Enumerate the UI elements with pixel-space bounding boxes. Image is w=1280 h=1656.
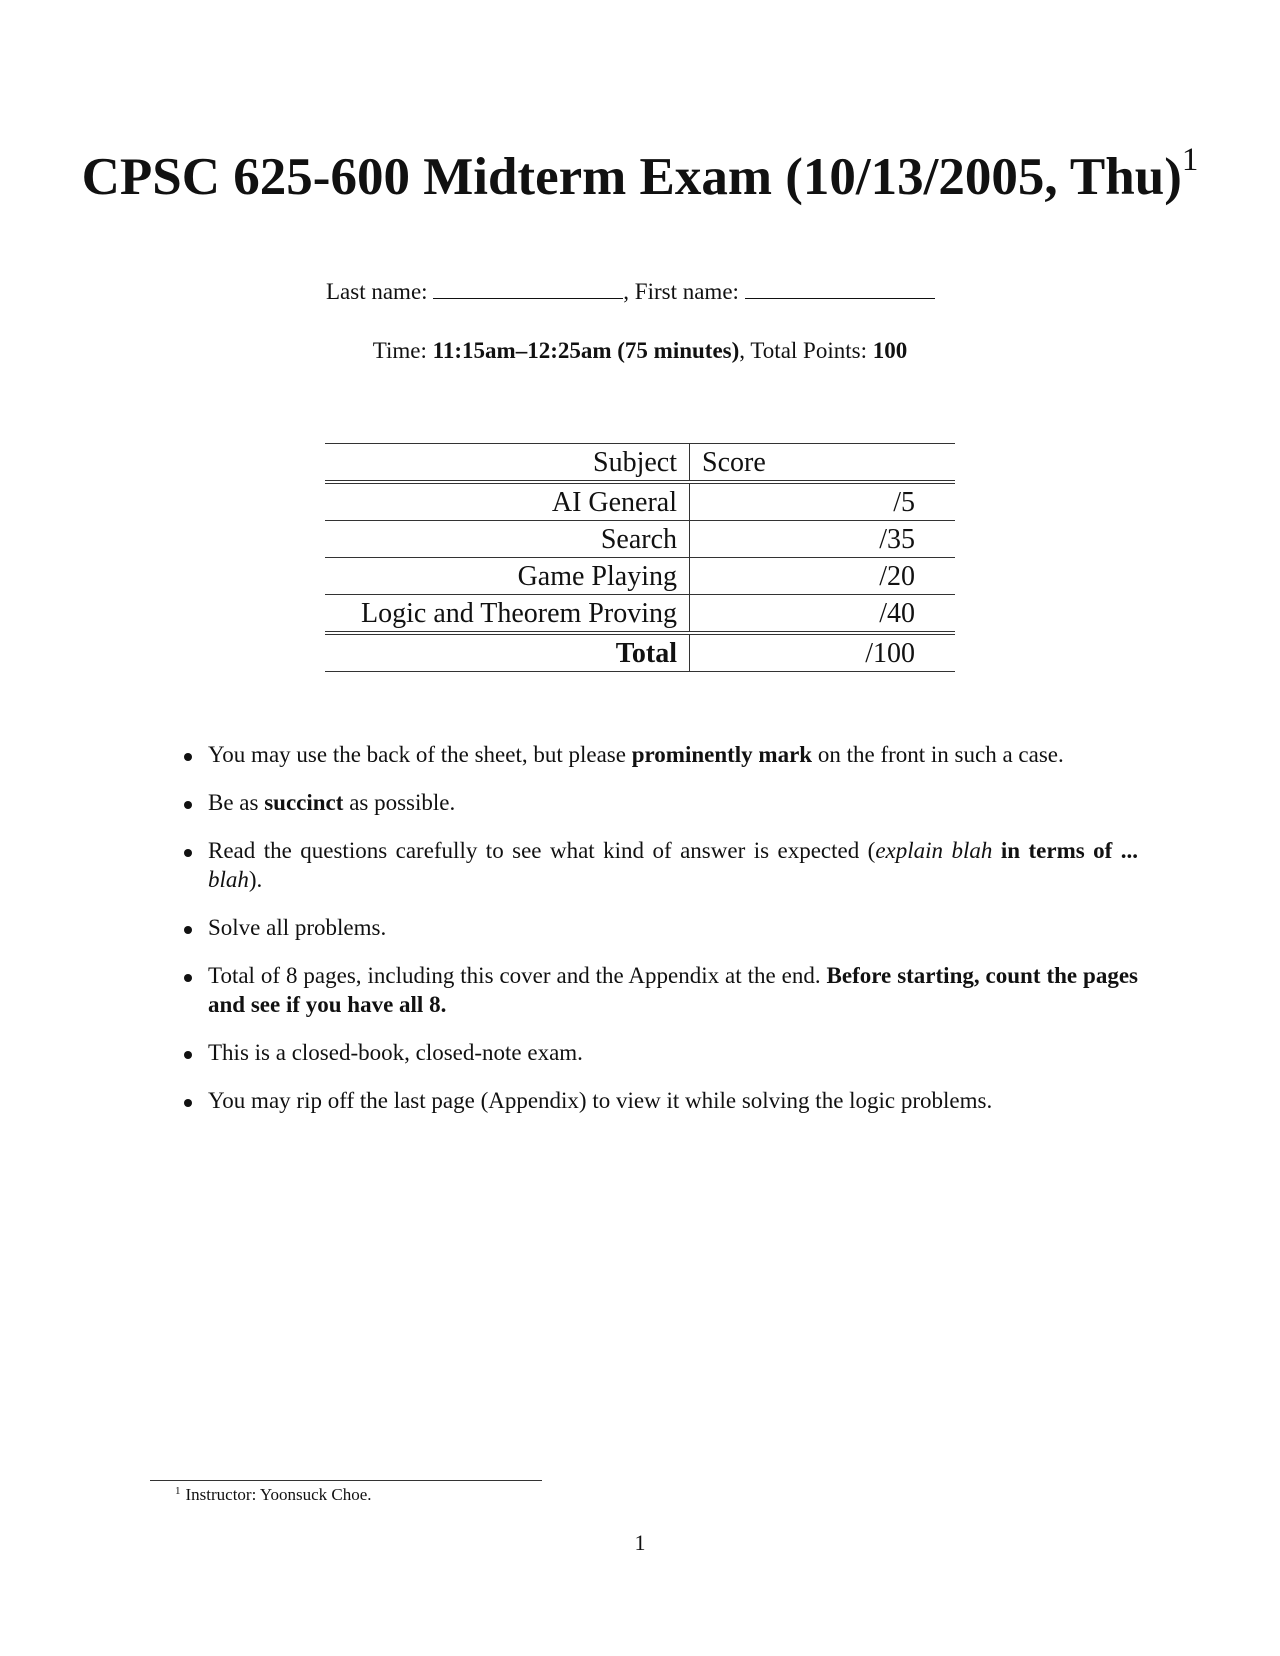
rule-text: You may use the back of the sheet, but please [208, 742, 632, 767]
col-subject-header: Subject [325, 444, 690, 483]
list-item [178, 836, 1138, 894]
bullet-icon [184, 1051, 192, 1059]
footnote [175, 1485, 372, 1505]
page-number: 1 [634, 1530, 646, 1555]
score-table [325, 443, 955, 672]
table-row [325, 482, 955, 521]
total-label: Total [325, 633, 690, 672]
rule-space [992, 838, 1000, 863]
instructions-list [178, 740, 1138, 1134]
footnote-text: Instructor: Yoonsuck Choe. [185, 1485, 372, 1504]
table-row [325, 558, 955, 595]
list-item [178, 788, 1138, 817]
bullet-icon [184, 849, 192, 857]
first-name-blank[interactable] [745, 280, 935, 299]
col-score-header: Score [702, 447, 766, 478]
rule-text: Total of 8 pages, including this cover and the Appendix at the end. [208, 963, 827, 988]
bullet-icon [184, 974, 192, 982]
total-score-cell: /100 [865, 638, 915, 669]
list-item [178, 961, 1138, 1019]
rule-text: Solve all problems. [208, 915, 387, 940]
bullet-icon [184, 753, 192, 761]
list-item [178, 913, 1138, 942]
subject-cell: AI General [325, 482, 690, 521]
footnote-divider [150, 1480, 542, 1481]
rule-text: as possible. [343, 790, 456, 815]
time-and-points [0, 337, 1280, 365]
first-name-label: , First name: [623, 279, 739, 304]
score-cell: /35 [879, 524, 915, 555]
time-value: 11:15am–12:25am (75 minutes) [432, 338, 740, 363]
table-row [325, 595, 955, 634]
table-row [325, 521, 955, 558]
exam-title-text: CPSC 625-600 Midterm Exam (10/13/2005, Thu) [81, 148, 1182, 206]
bullet-icon [184, 1099, 192, 1107]
rule-emphasis: prominently mark [631, 742, 813, 767]
rule-text: This is a closed-book, closed-note exam. [208, 1040, 583, 1065]
rule-emphasis: Before starting, count the pages and see if you have all 8. [208, 963, 1138, 1017]
list-item [178, 1038, 1138, 1067]
rule-emphasis: succinct [264, 790, 344, 815]
list-item [178, 1086, 1138, 1115]
total-row [325, 633, 955, 672]
rule-emphasis: in terms of ... [1000, 838, 1139, 863]
rule-text: Read the questions carefully to see what kind of answer is expected ( [208, 838, 876, 863]
footnote-mark: 1 [175, 1485, 181, 1497]
list-item [178, 740, 1138, 769]
rule-text: Be as [208, 790, 265, 815]
rule-italic: explain blah [875, 838, 993, 863]
last-name-blank[interactable] [433, 280, 623, 299]
score-cell: /5 [893, 487, 915, 518]
subject-cell: Search [325, 521, 690, 558]
rule-text: on the front in such a case. [812, 742, 1064, 767]
bullet-icon [184, 801, 192, 809]
last-name-label: Last name: [326, 279, 428, 304]
name-fields [326, 278, 935, 306]
subject-cell: Logic and Theorem Proving [325, 595, 690, 634]
rule-text: ). [248, 867, 263, 892]
subject-cell: Game Playing [325, 558, 690, 595]
exam-title [0, 142, 1280, 208]
title-footnote-mark: 1 [1181, 142, 1199, 178]
rule-text: You may rip off the last page (Appendix) to view it while solving the logic problems. [208, 1088, 993, 1113]
time-label: Time: [372, 338, 427, 363]
rule-italic: blah [208, 867, 249, 892]
bullet-icon [184, 926, 192, 934]
score-cell: /20 [879, 561, 915, 592]
score-cell: /40 [879, 598, 915, 629]
points-label: , Total Points: [739, 338, 867, 363]
score-table-header [325, 444, 955, 483]
points-value: 100 [872, 338, 908, 363]
